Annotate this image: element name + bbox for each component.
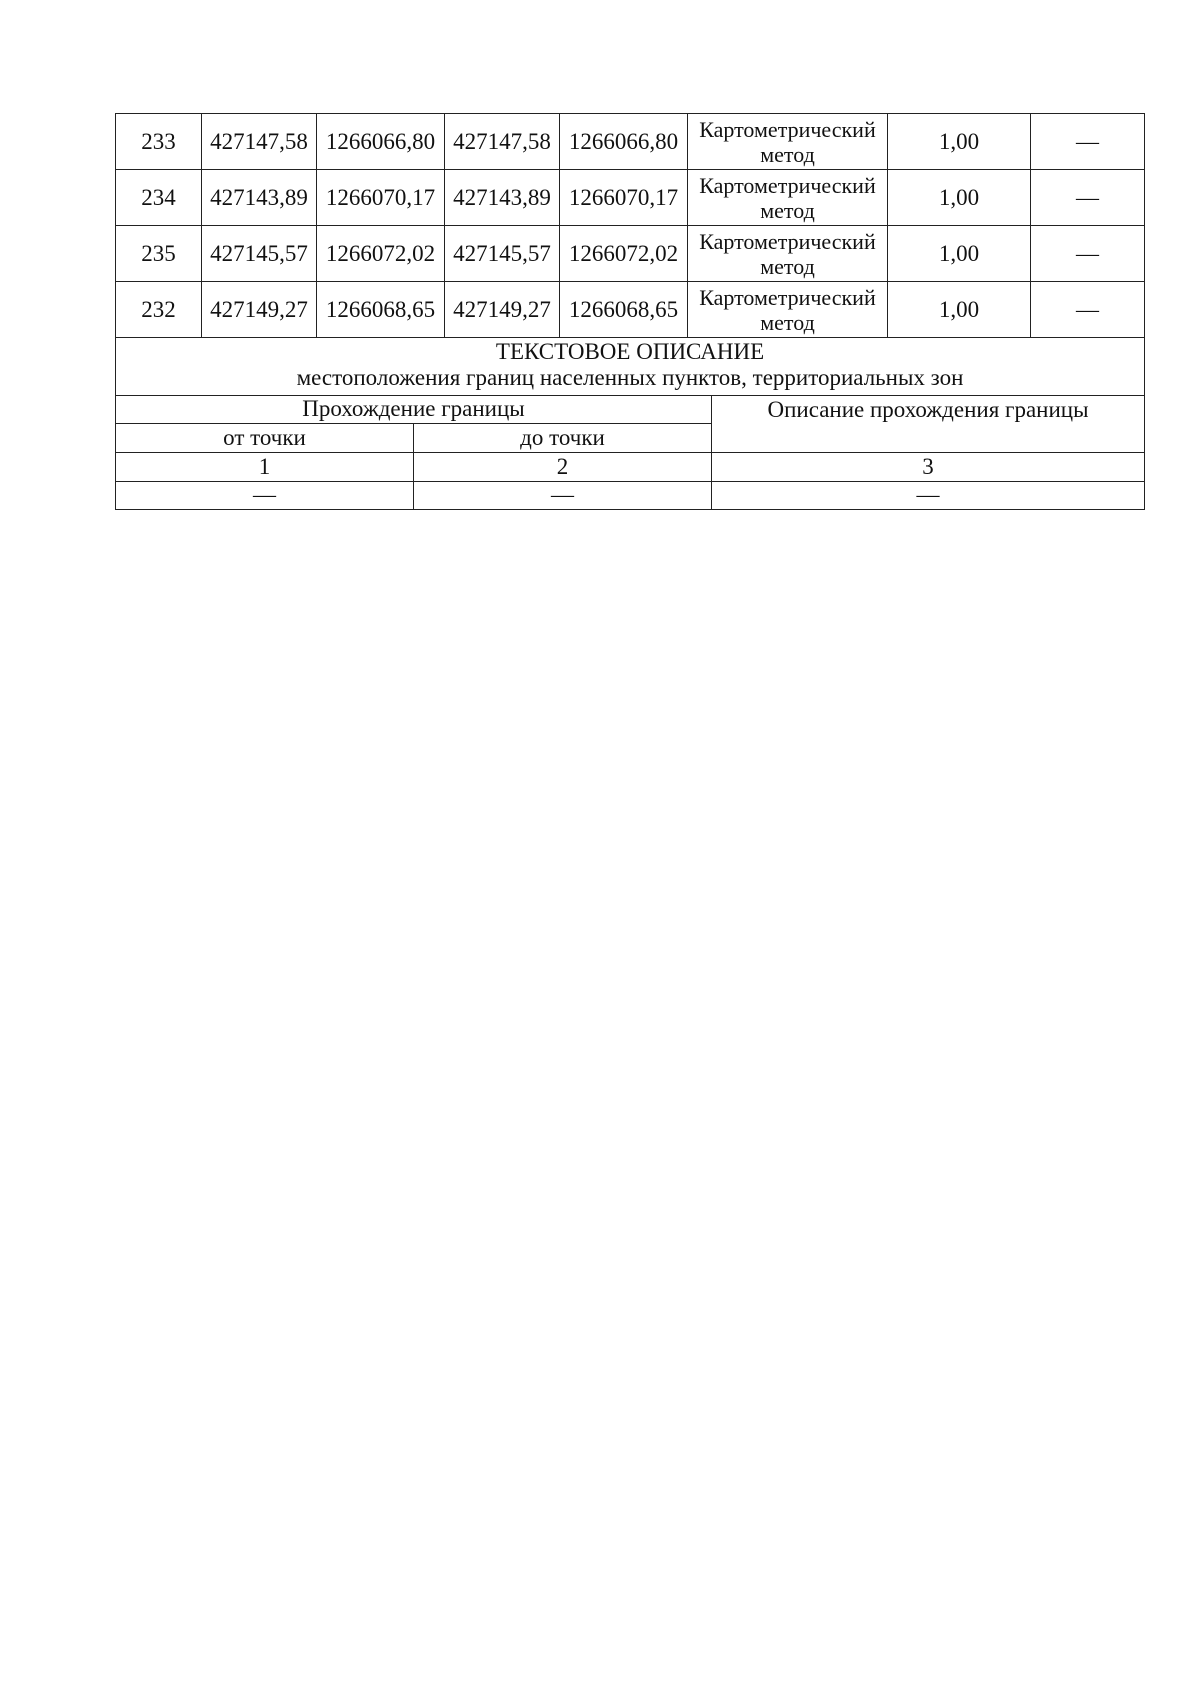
point-number-cell: 235 [116,226,202,282]
point-number-cell: 234 [116,170,202,226]
from-point-header: от точки [116,423,414,452]
note-cell: — [1031,282,1145,338]
x-refined-cell: 427143,89 [445,170,560,226]
x-refined-cell: 427149,27 [445,282,560,338]
column-number-row [116,452,1145,481]
boundary-passage-header: Прохождение границы [116,395,712,423]
method-line-2: метод [760,309,815,335]
method-cell [688,282,888,338]
section-title-cell [116,337,1145,395]
section-title: ТЕКСТОВОЕ ОПИСАНИЕ [495,338,765,364]
coordinates-table [115,113,1145,338]
to-point-header: до точки [414,423,712,452]
method-line-1: Картометрический [699,116,876,142]
method-cell [688,114,888,170]
y-refined-cell: 1266070,17 [560,170,688,226]
header-row [116,395,1145,423]
boundary-description-header: Описание прохождения границы [712,395,1145,452]
table-row [116,226,1145,282]
column-number: 1 [116,452,414,481]
x-refined-cell: 427145,57 [445,226,560,282]
table-row [116,481,1145,509]
description-cell: — [712,481,1145,509]
table-row [116,170,1145,226]
to-point-cell: — [414,481,712,509]
note-cell: — [1031,170,1145,226]
y-refined-cell: 1266066,80 [560,114,688,170]
point-number-cell: 233 [116,114,202,170]
column-number: 2 [414,452,712,481]
note-cell: — [1031,226,1145,282]
column-number: 3 [712,452,1145,481]
accuracy-cell: 1,00 [888,282,1031,338]
accuracy-cell: 1,00 [888,226,1031,282]
x-existing-cell: 427143,89 [202,170,317,226]
table-row [116,114,1145,170]
method-line-1: Картометрический [699,172,876,198]
method-line-2: метод [760,141,815,167]
y-existing-cell: 1266072,02 [317,226,445,282]
method-cell [688,170,888,226]
y-refined-cell: 1266072,02 [560,226,688,282]
x-existing-cell: 427145,57 [202,226,317,282]
method-line-2: метод [760,253,815,279]
method-line-1: Картометрический [699,228,876,254]
point-number-cell: 232 [116,282,202,338]
section-subtitle: местоположения границ населенных пунктов, территориальных зон [296,364,964,390]
method-line-2: метод [760,197,815,223]
y-existing-cell: 1266070,17 [317,170,445,226]
accuracy-cell: 1,00 [888,170,1031,226]
accuracy-cell: 1,00 [888,114,1031,170]
method-line-1: Картометрический [699,284,876,310]
y-existing-cell: 1266066,80 [317,114,445,170]
x-existing-cell: 427149,27 [202,282,317,338]
from-point-cell: — [116,481,414,509]
y-existing-cell: 1266068,65 [317,282,445,338]
x-existing-cell: 427147,58 [202,114,317,170]
document-page [115,113,1144,510]
text-description-table [115,337,1145,510]
method-cell [688,226,888,282]
table-row [116,282,1145,338]
y-refined-cell: 1266068,65 [560,282,688,338]
title-row [116,337,1145,395]
note-cell: — [1031,114,1145,170]
x-refined-cell: 427147,58 [445,114,560,170]
